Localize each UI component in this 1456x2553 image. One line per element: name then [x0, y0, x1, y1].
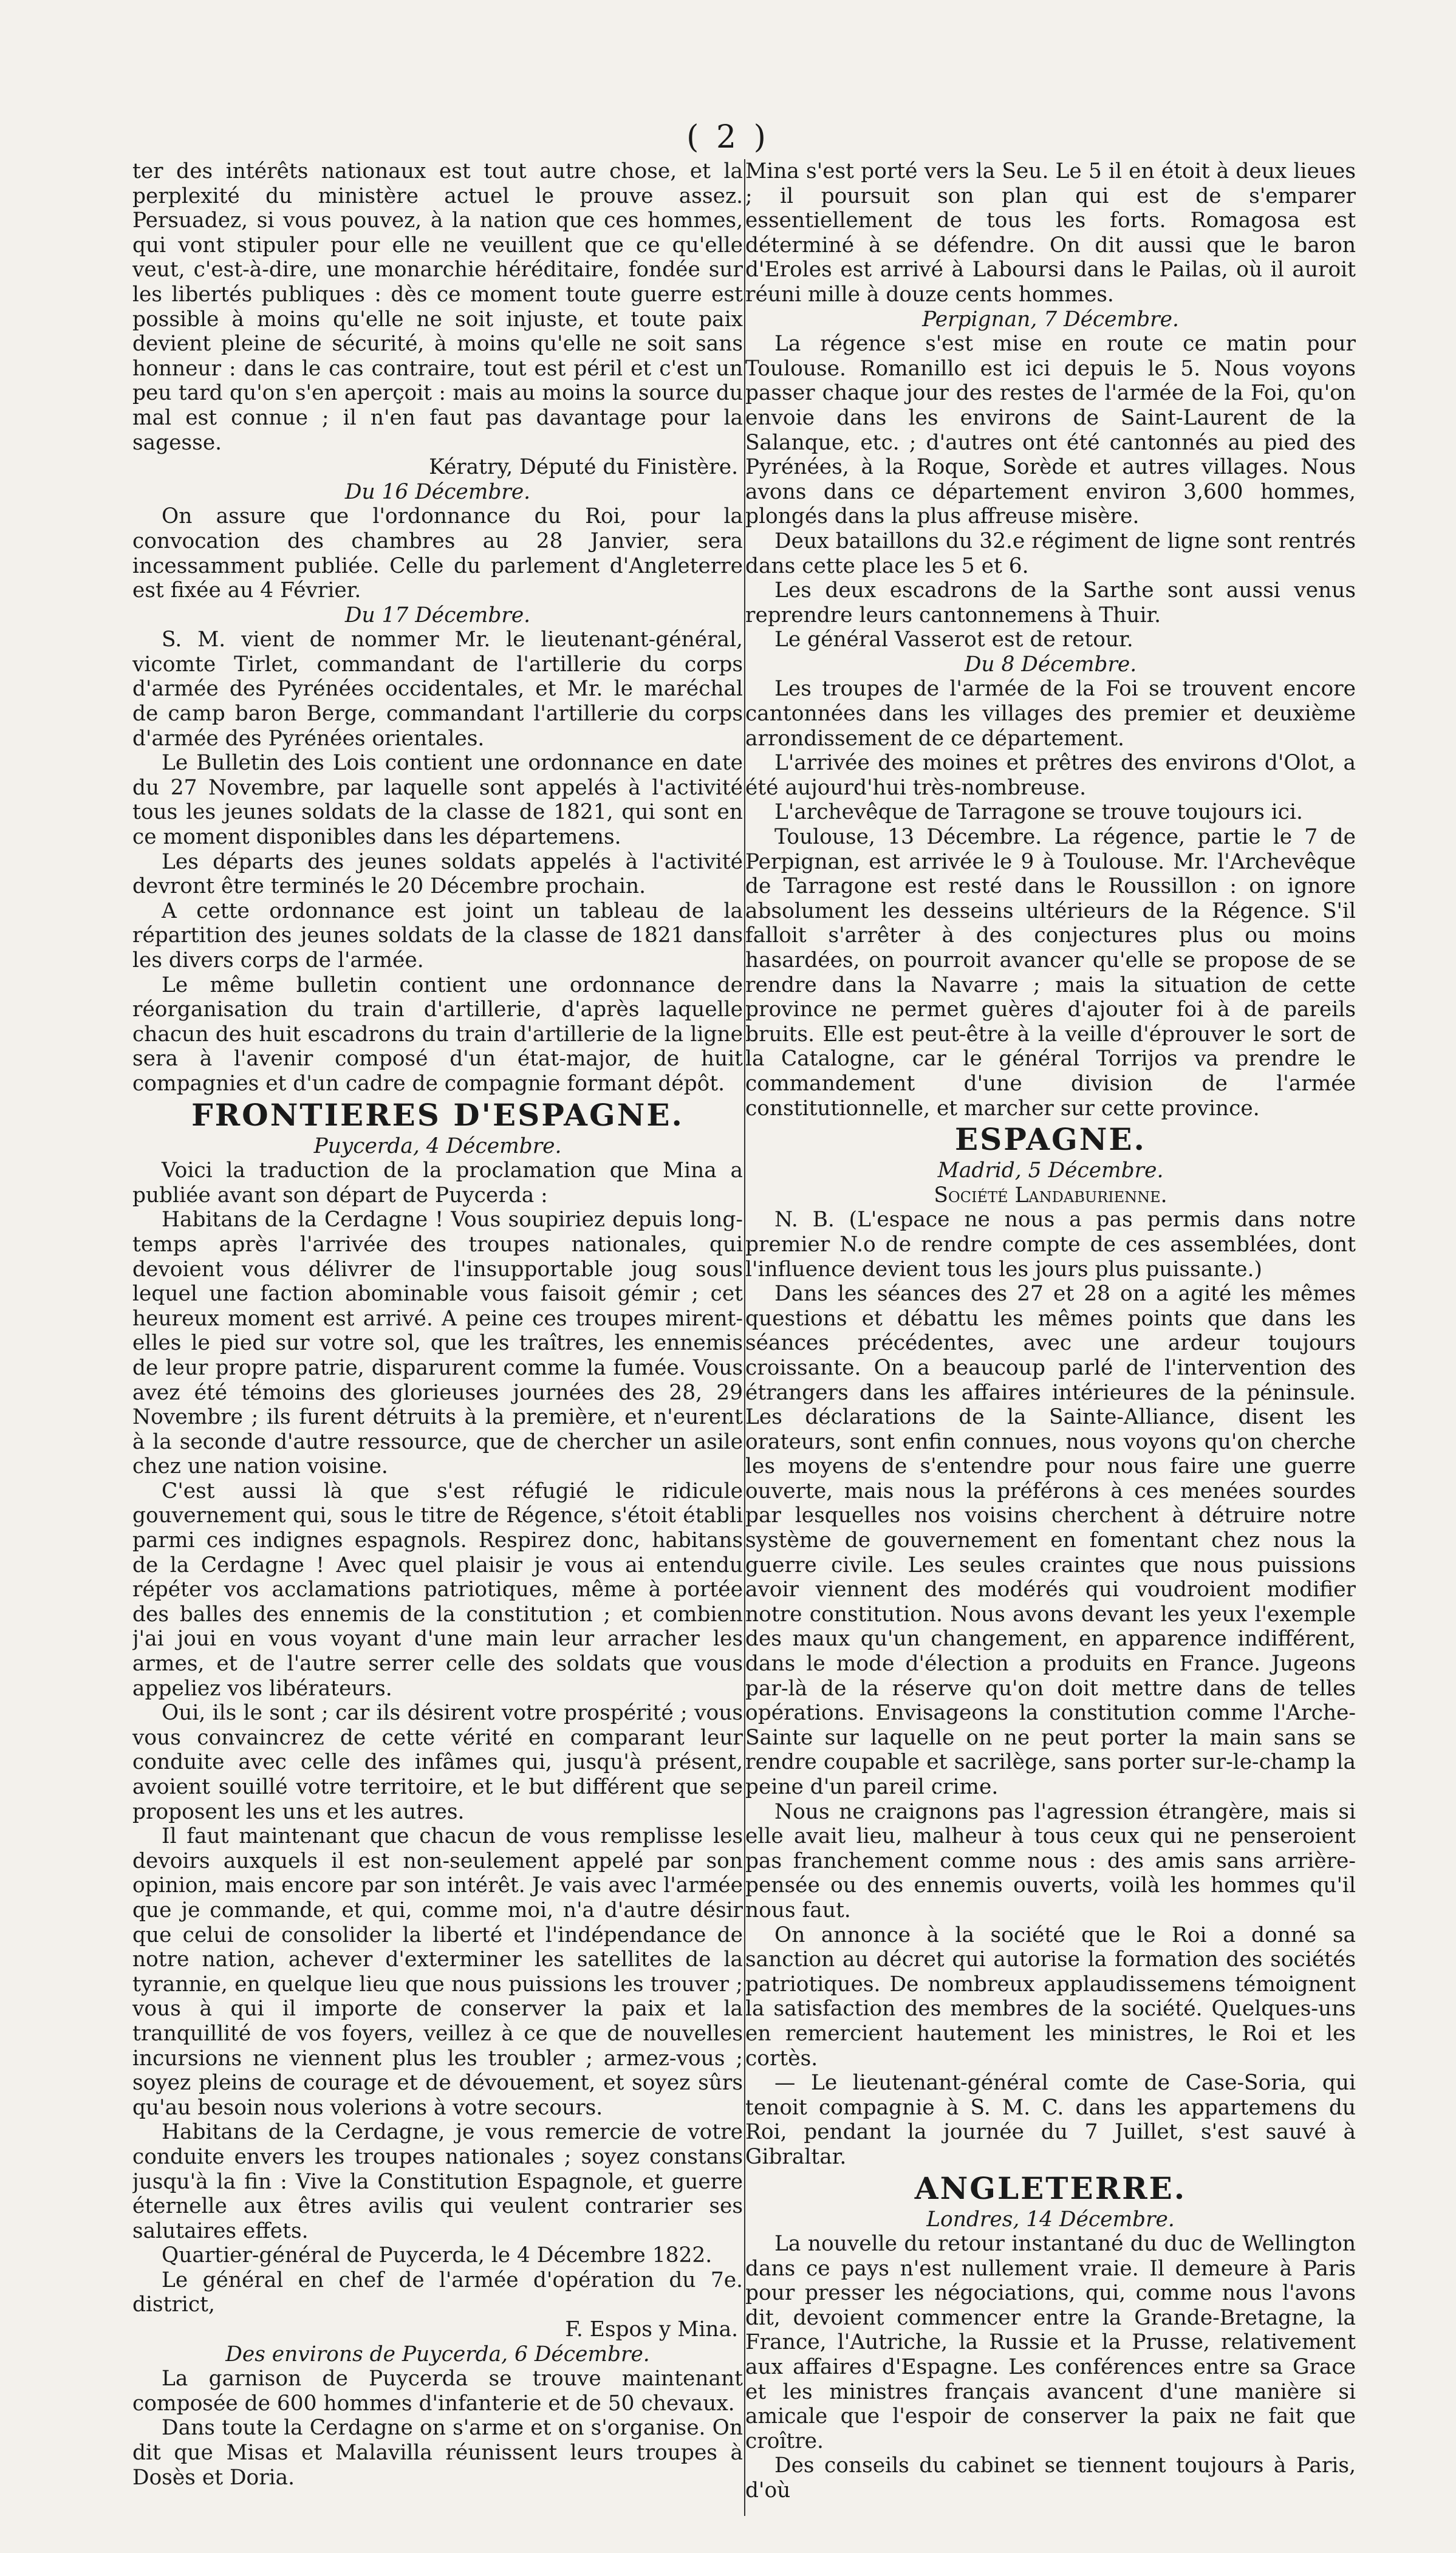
paragraph: L'arrivée des moines et prêtres des environs d'Olot, a été aujourd'hui très-nombreuse.: [745, 751, 1356, 800]
paragraph: Mina s'est porté vers la Seu. Le 5 il en étoit à deux lieues ; il poursuit son plan qui est de s'emparer essentiellement de tous les forts. Romagosa est déterminé à se défendre. On dit aussi que le baron d'Eroles est arrivé à Laboursi dans le Pailas, où il auroit réuni mille à douze cents hommes.: [745, 159, 1356, 307]
dateline: Puycerda, 4 Décembre.: [313, 1133, 562, 1158]
dateline: Londres, 14 Décembre.: [926, 2207, 1175, 2232]
paragraph: Dans les séances des 27 et 28 on a agité les mêmes questions et débattu les mêmes points que dans les séances précédentes, avec une ardeur toujours croissante. On a beaucoup parlé de l'intervention des étrangers dans les affaires intérieures de la péninsule. Les déclarations de la Sainte-Alliance, disent les orateurs, sont enfin connues, nous voyons qu'on cherche les moyens de s'entendre pour nous faire une guerre ouverte, mais nous la préférons à ces menées sourdes par lesquelles nos voisins cherchent à détruire notre système de gouvernement en fomentant chez nous la guerre civile. Les seules craintes que nous puissions avoir viennent des modérés qui voudroient modifier notre constitution. Nous avons devant les yeux l'exemple des maux qu'un changement, en apparence indifférent, dans le mode d'élection a produits en France. Jugeons par-là de la réserve qu'on doit mettre dans de telles opérations. Envisageons la constitution comme l'Arche-Sainte sur laquelle on ne peut porter la main sans se rendre coupable et sacrilège, sans porter sur-le-champ la peine d'un pareil crime.: [745, 1282, 1356, 1799]
paragraph: La garnison de Puycerda se trouve maintenant composée de 600 hommes d'infanterie et de 50 chevaux.: [132, 2367, 743, 2416]
paragraph: Nous ne craignons pas l'agression étrangère, mais si elle avait lieu, malheur à tous ceux qui ne penseroient pas franchement comme nous : des amis sans arrière-pensée ou des ennemis ouverts, voilà les hommes qu'il nous faut.: [745, 1799, 1356, 1922]
signature: Kératry, Député du Finistère.: [429, 455, 738, 480]
section-heading: FRONTIERES D'ESPAGNE.: [191, 1096, 684, 1133]
left-column: [132, 159, 743, 2516]
paragraph: Deux bataillons du 32.e régiment de ligne sont rentrés dans cette place les 5 et 6.: [745, 528, 1356, 578]
dateline: Du 8 Décembre.: [964, 652, 1137, 677]
paragraph: — Le lieutenant-général comte de Case-Soria, qui tenoit compagnie à S. M. C. dans les appartemens du Roi, pendant la journée du 7 Juillet, s'est sauvé à Gibraltar.: [745, 2071, 1356, 2169]
paragraph: Le général en chef de l'armée d'opération du 7e. district,: [132, 2268, 743, 2317]
paragraph: S. M. vient de nommer Mr. le lieutenant-général, vicomte Tirlet, commandant de l'artillerie du corps d'armée des Pyrénées occidentales, et Mr. le maréchal de camp baron Berge, commandant l'artillerie du corps d'armée des Pyrénées orientales.: [132, 627, 743, 751]
paragraph: Dans toute la Cerdagne on s'arme et on s'organise. On dit que Misas et Malavilla réunissent leurs troupes à Dosès et Doria.: [132, 2416, 743, 2490]
paragraph: Quartier-général de Puycerda, le 4 Décembre 1822.: [162, 2243, 713, 2268]
dateline: Perpignan, 7 Décembre.: [922, 307, 1179, 332]
paragraph: Les troupes de l'armée de la Foi se trouvent encore cantonnées dans les villages des premier et deuxième arrondissement de ce département.: [745, 677, 1356, 751]
paragraph: Oui, ils le sont ; car ils désirent votre prospérité ; vous vous convaincrez de cette vérité en comparant leur conduite avec celle des infâmes qui, jusqu'à présent, avoient souillé votre territoire, et le but différent que se proposent les uns et les autres.: [132, 1701, 743, 1824]
paragraph: On annonce à la société que le Roi a donné sa sanction au décret qui autorise la formation des sociétés patriotiques. De nombreux applaudissemens témoignent la satisfaction des membres de la société. Quelques-uns en remercient hautement les ministres, le Roi et les cortès.: [745, 1922, 1356, 2071]
paragraph: Voici la traduction de la proclamation que Mina a publiée avant son départ de Puycerda :: [132, 1158, 743, 1208]
signature: F. Espos y Mina.: [565, 2317, 738, 2342]
dateline: Des environs de Puycerda, 6 Décembre.: [225, 2342, 650, 2367]
dateline: Madrid, 5 Décembre.: [937, 1158, 1164, 1183]
section-heading: ANGLETERRE.: [914, 2170, 1187, 2206]
paragraph: Le même bulletin contient une ordonnance de réorganisation du train d'artillerie, d'après laquelle chacun des huit escadrons du train d'artillerie de la ligne sera à l'avenir composé d'un état-major, de huit compagnies et d'un cadre de compagnie formant dépôt.: [132, 972, 743, 1096]
paragraph: Des conseils du cabinet se tiennent toujours à Paris, d'où: [745, 2453, 1356, 2503]
subheading: Société Landaburienne.: [934, 1183, 1167, 1208]
paragraph: Habitans de la Cerdagne ! Vous soupiriez depuis long-temps après l'arrivée des troupes nationales, qui devoient vous délivrer de l'insupportable joug sous lequel une faction abominable vous faisoit gémir ; cet heureux moment est arrivé. A peine ces troupes mirent-elles le pied sur votre sol, que les traîtres, les ennemis de leur propre patrie, disparurent comme la fumée. Vous avez été témoins des glorieuses journées des 28, 29 Novembre ; ils furent détruits à la première, et n'eurent à la seconde d'autre ressource, que de chercher un asile chez une nation voisine.: [132, 1208, 743, 1479]
paragraph: La nouvelle du retour instantané du duc de Wellington dans ce pays n'est nullement vraie. Il demeure à Paris pour presser les négociations, qui, comme nous l'avons dit, devoient commencer entre la Grande-Bretagne, la France, l'Autriche, la Russie et la Prusse, relativement aux affaires d'Espagne. Les conférences entre sa Grace et les ministres français avancent d'une manière si amicale que l'espoir de conserver la paix ne fait que croître.: [745, 2232, 1356, 2453]
paragraph: Toulouse, 13 Décembre. La régence, partie le 7 de Perpignan, est arrivée le 9 à Toulouse. Mr. l'Archevêque de Tarragone est resté dans le Roussillon : on ignore absolument les desseins ultérieurs de la Régence. S'il falloit s'arrêter à des conjectures plus ou moins hasardées, on pourroit avancer qu'elle se propose de se rendre dans la Navarre ; mais la situation de cette province ne permet guères d'ajouter foi à de pareils bruits. Elle est peut-être à la veille d'éprouver le sort de la Catalogne, car le général Torrijos va prendre le commandement d'une division de l'armée constitutionnelle, et marcher sur cette province.: [745, 825, 1356, 1121]
paragraph: Il faut maintenant que chacun de vous remplisse les devoirs auxquels il est non-seulement appelé par son opinion, mais encore par son intérêt. Je vais avec l'armée que je commande, et qui, comme moi, n'a d'autre désir que celui de consolider la liberté et l'indépendance de notre nation, achever d'exterminer les satellites de la tyrannie, en quelque lieu que nous puissions les trouver ; vous à qui il importe de conserver la paix et la tranquillité de vos foyers, veillez à ce que de nouvelles incursions ne viennent plus les troubler ; armez-vous ; soyez pleins de courage et de dévouement, et soyez sûrs qu'au besoin nous volerions à votre secours.: [132, 1824, 743, 2120]
paragraph: ter des intérêts nationaux est tout autre chose, et la perplexité du ministère actuel le prouve assez. Persuadez, si vous pouvez, à la nation que ces hommes, qui vont stipuler pour elle ne veuillent que ce qu'elle veut, c'est-à-dire, une monarchie héréditaire, fondée sur les libertés publiques : dès ce moment toute guerre est possible à moins qu'elle ne soit injuste, et toute paix devient pleine de sécurité, à moins qu'elle ne soit sans honneur : dans le cas contraire, tout est péril et c'est un peu tard qu'on s'en aperçoit : mais au moins la source du mal est connue ; il n'en faut pas davantage pour la sagesse.: [132, 159, 743, 455]
paragraph: Le Bulletin des Lois contient une ordonnance en date du 27 Novembre, par laquelle sont appelés à l'activité tous les jeunes soldats de la classe de 1821, qui sont en ce moment disponibles dans les départemens.: [132, 751, 743, 850]
paragraph: C'est aussi là que s'est réfugié le ridicule gouvernement qui, sous le titre de Régence, s'étoit établi parmi ces indignes espagnols. Respirez donc, habitans de la Cerdagne ! Avec quel plaisir je vous ai entendu répéter vos acclamations patriotiques, même à portée des balles des ennemis de la constitution ; et combien j'ai joui en vous voyant d'une main leur arracher les armes, et de l'autre serrer celle des soldats que vous appeliez vos libérateurs.: [132, 1478, 743, 1701]
paragraph: La régence s'est mise en route ce matin pour Toulouse. Romanillo est ici depuis le 5. Nous voyons passer chaque jour des restes de l'armée de la Foi, qu'on envoie dans les environs de Saint-Laurent de la Salanque, etc. ; d'autres ont été cantonnés au pied des Pyrénées, à la Roque, Sorède et autres villages. Nous avons dans ce département environ 3,600 hommes, plongés dans la plus affreuse misère.: [745, 332, 1356, 529]
right-column: [745, 159, 1356, 2516]
dateline: Du 17 Décembre.: [344, 603, 531, 627]
paragraph: Les deux escadrons de la Sarthe sont aussi venus reprendre leurs cantonnemens à Thuir.: [745, 578, 1356, 627]
paragraph: On assure que l'ordonnance du Roi, pour la convocation des chambres au 28 Janvier, sera incessamment publiée. Celle du parlement d'Angleterre est fixée au 4 Février.: [132, 504, 743, 603]
dateline: Du 16 Décembre.: [344, 479, 531, 504]
paragraph: L'archevêque de Tarragone se trouve toujours ici.: [774, 800, 1303, 825]
paragraph: A cette ordonnance est joint un tableau de la répartition des jeunes soldats de la classe de 1821 dans les divers corps de l'armée.: [132, 898, 743, 972]
paragraph: N. B. (L'espace ne nous a pas permis dans notre premier N.o de rendre compte de ces assemblées, dont l'influence devient tous les jours plus puissante.): [745, 1208, 1356, 1282]
section-heading: ESPAGNE.: [955, 1121, 1146, 1158]
paragraph: Habitans de la Cerdagne, je vous remercie de votre conduite envers les troupes nationales ; soyez constans jusqu'à la fin : Vive la Constitution Espagnole, et guerre éternelle aux êtres avilis qui veulent contrarier ses salutaires effets.: [132, 2120, 743, 2243]
paragraph: Le général Vasserot est de retour.: [774, 627, 1133, 652]
paragraph: Les départs des jeunes soldats appelés à l'activité devront être terminés le 20 Décembre prochain.: [132, 849, 743, 899]
page-number: ( 2 ): [686, 119, 770, 156]
